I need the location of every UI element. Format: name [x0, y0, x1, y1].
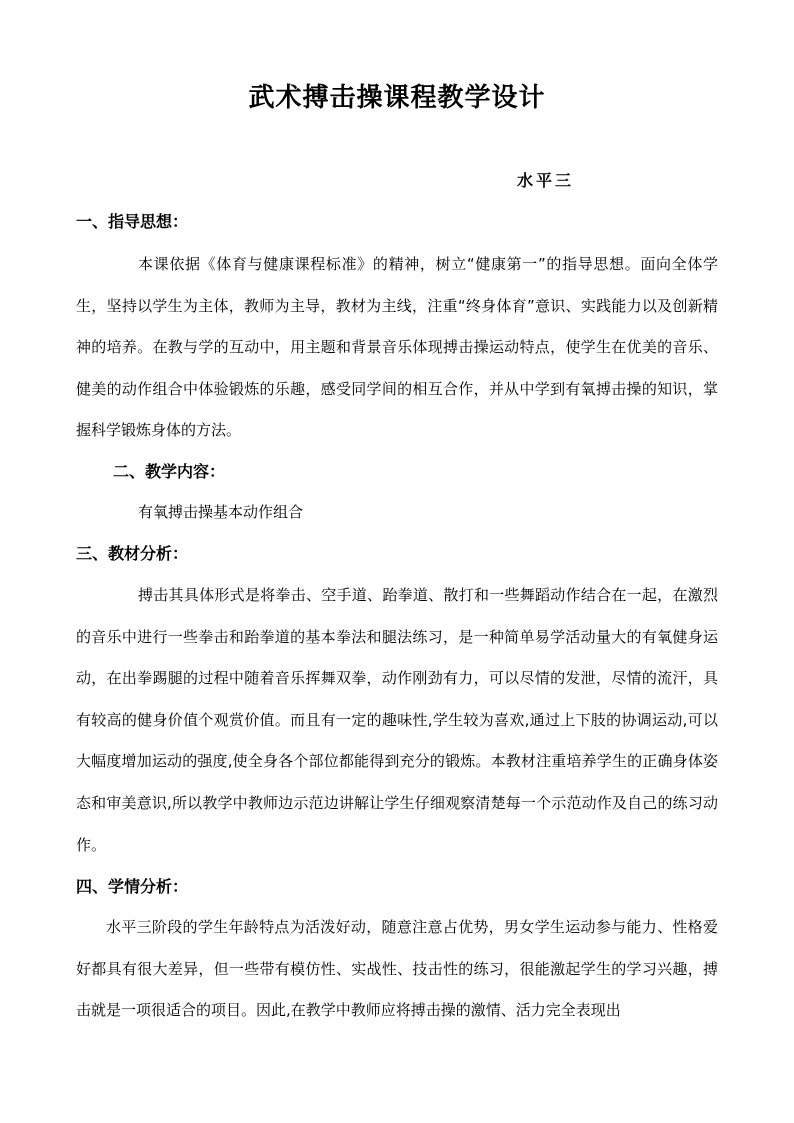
document-level-label: 水平三: [517, 171, 575, 190]
section-body-material-analysis: 搏击其具体形式是将拳击、空手道、跆拳道、散打和一些舞蹈动作结合在一起，在激烈的音乐中进行一些拳击和跆拳道的基本拳法和腿法练习，是一种简单易学活动量大的有氧健身运动，在出拳踢腿的过程中随着音乐挥舞双拳，动作刚劲有力，可以尽情的发泄，尽情的流汗，具有较高的健身价值个观赏价值。而且有一定的趣味性,学生较为喜欢,通过上下肢的协调运动,可以大幅度增加运动的强度,使全身各个部位都能得到充分的锻炼。本教材注重培养学生的正确身体姿态和审美意识,所以教学中教师边示范边讲解让学生仔细观察清楚每一个示范动作及自己的练习动作。: [76, 586, 718, 854]
section-heading-teaching-content: 二、教学内容：: [113, 462, 226, 481]
section-body-guiding-ideology: 本课依据《体育与健康课程标准》的精神，树立“健康第一”的指导思想。面向全体学生，坚持以学生为主体，教师为主导，教材为主线，注重“终身体育”意识、实践能力以及创新精神的培养。在教与学的互动中，用主题和背景音乐体现搏击操运动特点，使学生在优美的音乐、健美的动作组合中体验锻炼的乐趣，感受同学间的相互合作，并从中学到有氧搏击操的知识，掌握科学锻炼身体的方法。: [76, 255, 718, 440]
section-body-student-analysis: 水平三阶段的学生年龄特点为活泼好动，随意注意占优势，男女学生运动参与能力、性格爱好都具有很大差异，但一些带有模仿性、实战性、技击性的练习，很能激起学生的学习兴趣，搏击就是一项很适合的项目。因此,在教学中教师应将搏击操的激情、活力完全表现出: [76, 918, 718, 1020]
section-body-teaching-content: 有氧搏击操基本动作组合: [138, 503, 304, 521]
section-heading-student-analysis: 四、学情分析：: [76, 877, 189, 896]
section-heading-guiding-ideology: 一、指导思想：: [76, 212, 189, 231]
document-title: 武术搏击操课程教学设计: [248, 83, 546, 113]
section-heading-material-analysis: 三、教材分析：: [76, 544, 189, 563]
